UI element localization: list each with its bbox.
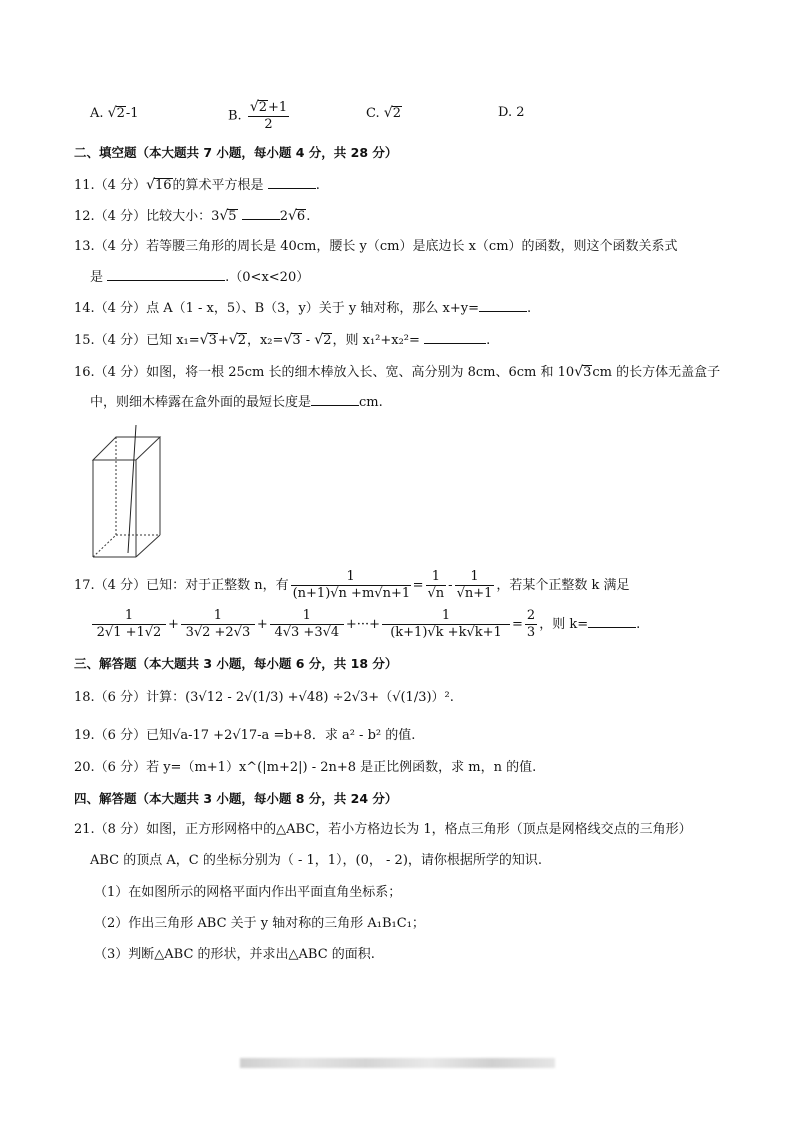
blurred-footer-watermark <box>240 1058 555 1068</box>
section-solve-title-1: 三、解答题（本大题共 3 小题，每小题 6 分，共 18 分） <box>74 656 398 671</box>
question-20: 20.（6 分）若 y=（m+1）x^(|m+2|) - 2n+8 是正比例函数，求 m，n 的值. <box>74 760 537 775</box>
question-18: 18.（6 分）计算：(3√12 - 2√(1/3) +√48) ÷2√3+（√(1/3)）². <box>74 690 454 705</box>
section-solve-title-2: 四、解答题（本大题共 3 小题，每小题 8 分，共 24 分） <box>74 791 398 806</box>
answer-blank[interactable] <box>479 299 527 312</box>
answer-blank[interactable] <box>311 393 359 406</box>
question-12: 12.（4 分）比较大小：3√5 2√6. <box>74 208 311 224</box>
question-13-line2: 是 .（0<x<20） <box>90 270 310 285</box>
section-fill-in-title: 二、填空题（本大题共 7 小题，每小题 4 分，共 28 分） <box>74 145 398 160</box>
option-b: B. $\frac{√2+1}{2}$ <box>228 99 288 132</box>
answer-blank[interactable] <box>424 331 486 344</box>
question-13-line1: 13.（4 分）若等腰三角形的周长是 40cm，腰长 y（cm）是底边长 x（cm）的函数，则这个函数关系式 <box>74 239 678 254</box>
question-17-line2: $\frac{1}{2√1 +1√2}$ + $\frac{1}{3√2 +2√3}$ + $\frac{1}{4√3 +3√4}$ +···+ $\frac{1}{(k+1)√k +k√k+1}$ = $\frac{2}{3}$ ，则 k= . <box>90 607 640 643</box>
question-16-line1: 16.（4 分）如图，将一根 25cm 长的细木棒放入长、宽、高分别为 8cm、6cm 和 10√3cm 的长方体无盖盒子 <box>74 364 721 380</box>
option-d: D. 2 <box>498 105 525 120</box>
question-11: 11.（4 分）√16的算术平方根是 . <box>74 177 320 193</box>
answer-blank[interactable] <box>242 207 280 220</box>
question-17-line1: 17.（4 分）已知：对于正整数 n，有 $\frac{1}{(n+1)√n +m√n+1}$ = $\frac{1}{√n}$ - $\frac{1}{√n+1}$ ，若某个正整数 k 满足 <box>74 569 630 601</box>
option-a: A. √2-1 <box>90 105 139 121</box>
question-21-line1: 21.（8 分）如图，正方形网格中的△ABC，若小方格边长为 1，格点三角形（顶点是网格线交点的三角形） <box>74 822 692 837</box>
question-14: 14.（4 分）点 A（1 - x，5）、B（3，y）关于 y 轴对称，那么 x+y= . <box>74 301 532 316</box>
answer-blank[interactable] <box>268 176 316 189</box>
question-16-line2: 中，则细木棒露在盒外面的最短长度是 cm. <box>90 395 383 410</box>
option-c: C. √2 <box>366 105 401 121</box>
question-21-sub2: （2）作出三角形 ABC 关于 y 轴对称的三角形 A₁B₁C₁； <box>94 916 425 931</box>
question-21-sub3: （3）判断△ABC 的形状，并求出△ABC 的面积. <box>94 947 375 962</box>
answer-blank[interactable] <box>588 615 636 628</box>
answer-blank[interactable] <box>107 268 225 281</box>
question-15: 15.（4 分）已知 x₁=√3+√2，x₂=√3 - √2，则 x₁²+x₂²= . <box>74 332 491 348</box>
question-19: 19.（6 分）已知√a-17 +2√17-a =b+8．求 a² - b² 的值. <box>74 728 416 743</box>
question-21-sub1: （1）在如图所示的网格平面内作出平面直角坐标系； <box>94 885 402 900</box>
question-21-line2: ABC 的顶点 A，C 的坐标分别为（ - 1，1），(0， - 2)，请你根据所学的知识. <box>90 853 543 868</box>
box-figure <box>88 425 168 560</box>
